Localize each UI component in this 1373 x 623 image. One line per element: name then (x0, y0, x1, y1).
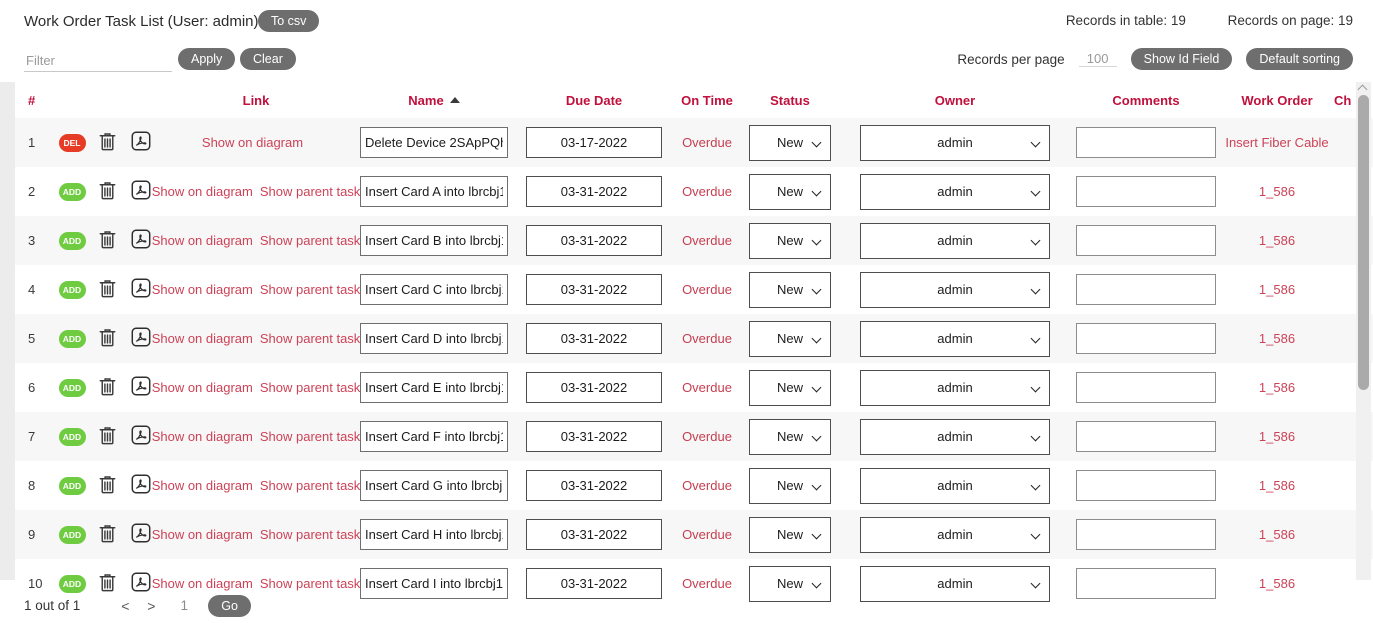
show-parent-task-link[interactable]: Show parent task (259, 429, 361, 444)
records-in-table: Records in table: 19 (1065, 13, 1186, 28)
owner-value: admin (937, 527, 973, 542)
pdf-export-button[interactable] (130, 522, 152, 547)
due-date-input[interactable] (526, 519, 662, 550)
chevron-down-icon (1031, 578, 1041, 588)
table-row (0, 216, 1373, 265)
comments-input[interactable] (1076, 127, 1216, 158)
pdf-export-button[interactable] (130, 424, 152, 449)
owner-select[interactable] (860, 174, 1050, 210)
status-value: New (776, 184, 803, 199)
owner-select[interactable] (860, 468, 1050, 504)
work-order-link[interactable]: 1_586 (1258, 429, 1296, 444)
show-parent-task-link[interactable]: Show parent task (259, 331, 361, 346)
chevron-down-icon (812, 333, 822, 343)
task-name-input[interactable] (360, 372, 508, 403)
chevron-down-icon (1031, 529, 1041, 539)
on-time-status: Overdue (682, 233, 732, 248)
trash-icon (96, 326, 119, 352)
chevron-down-icon (812, 137, 822, 147)
status-select[interactable] (749, 370, 831, 406)
delete-task-button[interactable] (96, 228, 119, 254)
status-select[interactable] (749, 272, 831, 308)
toolbar (0, 44, 1373, 80)
table-header-row (0, 82, 1373, 118)
owner-value: admin (937, 380, 973, 395)
comments-input[interactable] (1076, 421, 1216, 452)
task-name-input[interactable] (360, 225, 508, 256)
pdf-export-button[interactable] (130, 179, 152, 204)
chevron-down-icon (812, 578, 822, 588)
go-button[interactable]: Go (208, 595, 251, 617)
column-header-status[interactable]: Status (770, 92, 810, 108)
on-time-status: Overdue (682, 380, 732, 395)
operation-badge: DEL (59, 134, 86, 152)
show-on-diagram-link[interactable]: Show on diagram (151, 233, 253, 248)
column-header-name[interactable]: Name (354, 93, 514, 108)
row-number: 8 (28, 478, 36, 493)
show-on-diagram-link[interactable]: Show on diagram (151, 576, 253, 591)
pdf-icon (130, 130, 152, 155)
due-date-input[interactable] (526, 372, 662, 403)
status-select[interactable] (749, 174, 831, 210)
task-name-input[interactable] (360, 176, 508, 207)
show-id-field-button[interactable]: Show Id Field (1131, 48, 1233, 70)
comments-input[interactable] (1076, 274, 1216, 305)
default-sorting-button[interactable]: Default sorting (1246, 48, 1353, 70)
show-on-diagram-link[interactable]: Show on diagram (151, 478, 253, 493)
status-select[interactable] (749, 468, 831, 504)
status-select[interactable] (749, 223, 831, 259)
operation-badge: ADD (59, 281, 86, 299)
apply-button[interactable]: Apply (178, 48, 235, 70)
records-per-page-input[interactable] (1079, 51, 1117, 67)
status-value: New (776, 233, 803, 248)
pdf-icon (130, 228, 152, 253)
operation-badge: ADD (59, 330, 86, 348)
pdf-icon (130, 522, 152, 547)
show-parent-task-link[interactable]: Show parent task (259, 233, 361, 248)
pagination-bar (0, 588, 1373, 623)
work-order-link[interactable]: 1_586 (1258, 380, 1296, 395)
status-value: New (776, 478, 803, 493)
show-on-diagram-link[interactable]: Show on diagram (151, 331, 253, 346)
pdf-icon (130, 277, 152, 302)
operation-badge: ADD (59, 477, 86, 495)
column-header-on-time[interactable]: On Time (681, 92, 733, 108)
clear-button[interactable]: Clear (240, 48, 296, 70)
status-select[interactable] (749, 517, 831, 553)
prev-page-button[interactable]: < (121, 597, 130, 614)
chevron-down-icon (812, 382, 822, 392)
table-rows (0, 118, 1373, 608)
page-title: Work Order Task List (User: admin) (24, 13, 259, 30)
on-time-status: Overdue (682, 527, 732, 542)
due-date-input[interactable] (526, 274, 662, 305)
row-number: 5 (28, 331, 36, 346)
trash-icon (96, 473, 119, 499)
operation-badge: ADD (59, 379, 86, 397)
table-row (0, 265, 1373, 314)
comments-input[interactable] (1076, 519, 1216, 550)
delete-task-button[interactable] (96, 326, 119, 352)
records-on-page: Records on page: 19 (1227, 13, 1353, 28)
left-gutter (0, 82, 15, 580)
trash-icon (96, 130, 119, 156)
owner-select[interactable] (860, 517, 1050, 553)
owner-select[interactable] (860, 419, 1050, 455)
row-number: 7 (28, 429, 36, 444)
scrollbar-thumb[interactable] (1358, 95, 1369, 390)
row-number: 9 (28, 527, 36, 542)
trash-icon (96, 375, 119, 401)
task-name-input[interactable] (360, 323, 508, 354)
on-time-status: Overdue (682, 478, 732, 493)
delete-task-button[interactable] (96, 424, 119, 450)
owner-value: admin (937, 331, 973, 346)
top-bar (0, 0, 1373, 44)
pdf-icon (130, 326, 152, 351)
task-name-input[interactable] (360, 519, 508, 550)
table-row (0, 363, 1373, 412)
records-per-page-label: Records per page (957, 51, 1065, 67)
chevron-down-icon (1031, 431, 1041, 441)
records-info (1066, 13, 1353, 28)
pdf-icon (130, 424, 152, 449)
trash-icon (96, 424, 119, 450)
show-parent-task-link[interactable]: Show parent task (259, 184, 361, 199)
work-order-link[interactable]: 1_586 (1258, 527, 1296, 542)
chevron-down-icon (812, 235, 822, 245)
row-number: 3 (28, 233, 36, 248)
work-order-link[interactable]: 1_586 (1258, 331, 1296, 346)
owner-select[interactable] (860, 125, 1050, 161)
owner-select[interactable] (860, 321, 1050, 357)
operation-badge: ADD (59, 575, 86, 593)
pdf-export-button[interactable] (130, 473, 152, 498)
chevron-down-icon (812, 529, 822, 539)
chevron-down-icon (1031, 480, 1041, 490)
due-date-input[interactable] (526, 225, 662, 256)
chevron-down-icon (812, 480, 822, 490)
column-header-work-order[interactable]: Work Order (1241, 92, 1313, 108)
chevron-down-icon (1031, 382, 1041, 392)
task-name-input[interactable] (360, 470, 508, 501)
on-time-status: Overdue (682, 135, 732, 150)
trash-icon (96, 228, 119, 254)
due-date-input[interactable] (526, 421, 662, 452)
table-row (0, 412, 1373, 461)
status-value: New (776, 282, 803, 297)
table-row (0, 461, 1373, 510)
pdf-export-button[interactable] (130, 130, 152, 155)
row-number: 6 (28, 380, 36, 395)
delete-task-button[interactable] (96, 473, 119, 499)
trash-icon (96, 277, 119, 303)
status-value: New (776, 527, 803, 542)
page-number-input[interactable]: 1 (180, 598, 189, 613)
show-on-diagram-link[interactable]: Show on diagram (151, 380, 253, 395)
show-on-diagram-link[interactable]: Show on diagram (151, 429, 253, 444)
row-number: 4 (28, 282, 36, 297)
work-order-link[interactable]: 1_586 (1258, 233, 1296, 248)
due-date-input[interactable] (526, 127, 662, 158)
show-on-diagram-link[interactable]: Show on diagram (201, 135, 304, 150)
table-row (0, 314, 1373, 363)
column-header-clipped: Ch (1334, 92, 1352, 108)
on-time-status: Overdue (682, 429, 732, 444)
show-parent-task-link[interactable]: Show parent task (259, 282, 361, 297)
owner-select[interactable] (860, 223, 1050, 259)
operation-badge: ADD (59, 526, 86, 544)
chevron-down-icon (812, 431, 822, 441)
row-number: 2 (28, 184, 36, 199)
pdf-icon (130, 473, 152, 498)
row-number: 10 (28, 576, 43, 591)
show-on-diagram-link[interactable]: Show on diagram (151, 527, 253, 542)
due-date-input[interactable] (526, 323, 662, 354)
to-csv-button[interactable]: To csv (258, 10, 319, 32)
sort-ascending-icon (450, 97, 460, 103)
due-date-input[interactable] (526, 176, 662, 207)
delete-task-button[interactable] (96, 522, 119, 548)
show-parent-task-link[interactable]: Show parent task (259, 478, 361, 493)
comments-input[interactable] (1076, 323, 1216, 354)
column-header-comments[interactable]: Comments (1112, 92, 1180, 108)
comments-input[interactable] (1076, 470, 1216, 501)
next-page-button[interactable]: > (147, 597, 156, 614)
chevron-down-icon (812, 284, 822, 294)
on-time-status: Overdue (682, 184, 732, 199)
operation-badge: ADD (59, 428, 86, 446)
task-name-input[interactable] (360, 421, 508, 452)
work-order-link[interactable]: 1_586 (1258, 576, 1296, 591)
work-order-link[interactable]: 1_586 (1258, 478, 1296, 493)
task-name-input[interactable] (360, 127, 508, 158)
pdf-export-button[interactable] (130, 228, 152, 253)
chevron-down-icon (1031, 137, 1041, 147)
vertical-scrollbar[interactable] (1356, 82, 1371, 580)
row-number: 1 (28, 135, 36, 150)
table-row (0, 167, 1373, 216)
status-select[interactable] (749, 321, 831, 357)
column-header-link[interactable]: Link (242, 92, 270, 108)
delete-task-button[interactable] (96, 277, 119, 303)
delete-task-button[interactable] (96, 130, 119, 156)
status-value: New (776, 380, 803, 395)
chevron-down-icon (1031, 284, 1041, 294)
page-info: 1 out of 1 (24, 598, 81, 613)
status-select[interactable] (749, 419, 831, 455)
comments-input[interactable] (1076, 176, 1216, 207)
column-header-owner[interactable]: Owner (934, 92, 976, 108)
comments-input[interactable] (1076, 372, 1216, 403)
column-header-due-date[interactable]: Due Date (565, 92, 623, 108)
owner-value: admin (937, 135, 973, 150)
on-time-status: Overdue (682, 282, 732, 297)
work-order-link[interactable]: 1_586 (1258, 282, 1296, 297)
show-parent-task-link[interactable]: Show parent task (259, 527, 361, 542)
column-header-num: # (28, 92, 36, 108)
chevron-down-icon (812, 186, 822, 196)
operation-badge: ADD (59, 183, 86, 201)
trash-icon (96, 522, 119, 548)
on-time-status: Overdue (682, 331, 732, 346)
table-row (0, 510, 1373, 559)
work-order-link[interactable]: 1_586 (1258, 184, 1296, 199)
comments-input[interactable] (1076, 225, 1216, 256)
delete-task-button[interactable] (96, 375, 119, 401)
owner-value: admin (937, 233, 973, 248)
work-order-table (0, 82, 1373, 591)
owner-value: admin (937, 184, 973, 199)
status-value: New (776, 576, 803, 591)
operation-badge: ADD (59, 232, 86, 250)
show-parent-task-link[interactable]: Show parent task (259, 576, 361, 591)
owner-value: admin (937, 429, 973, 444)
owner-value: admin (937, 576, 973, 591)
pdf-icon (130, 179, 152, 204)
owner-value: admin (937, 478, 973, 493)
status-select[interactable] (749, 125, 831, 161)
task-name-input[interactable] (360, 274, 508, 305)
chevron-down-icon (1031, 235, 1041, 245)
work-order-link[interactable]: Insert Fiber Cable (1225, 135, 1329, 150)
show-on-diagram-link[interactable]: Show on diagram (151, 184, 253, 199)
status-value: New (776, 331, 803, 346)
on-time-status: Overdue (682, 576, 732, 591)
pdf-export-button[interactable] (130, 277, 152, 302)
owner-select[interactable] (860, 370, 1050, 406)
chevron-down-icon (1031, 186, 1041, 196)
chevron-down-icon (1031, 333, 1041, 343)
trash-icon (96, 179, 119, 205)
owner-select[interactable] (860, 272, 1050, 308)
delete-task-button[interactable] (96, 179, 119, 205)
scroll-up-icon[interactable] (1358, 85, 1368, 95)
show-on-diagram-link[interactable]: Show on diagram (151, 282, 253, 297)
filter-input[interactable] (24, 50, 172, 72)
pdf-export-button[interactable] (130, 375, 152, 400)
status-value: New (776, 429, 803, 444)
status-value: New (776, 135, 803, 150)
pdf-export-button[interactable] (130, 326, 152, 351)
table-row (0, 118, 1373, 167)
show-parent-task-link[interactable]: Show parent task (259, 380, 361, 395)
owner-value: admin (937, 282, 973, 297)
pdf-icon (130, 375, 152, 400)
due-date-input[interactable] (526, 470, 662, 501)
